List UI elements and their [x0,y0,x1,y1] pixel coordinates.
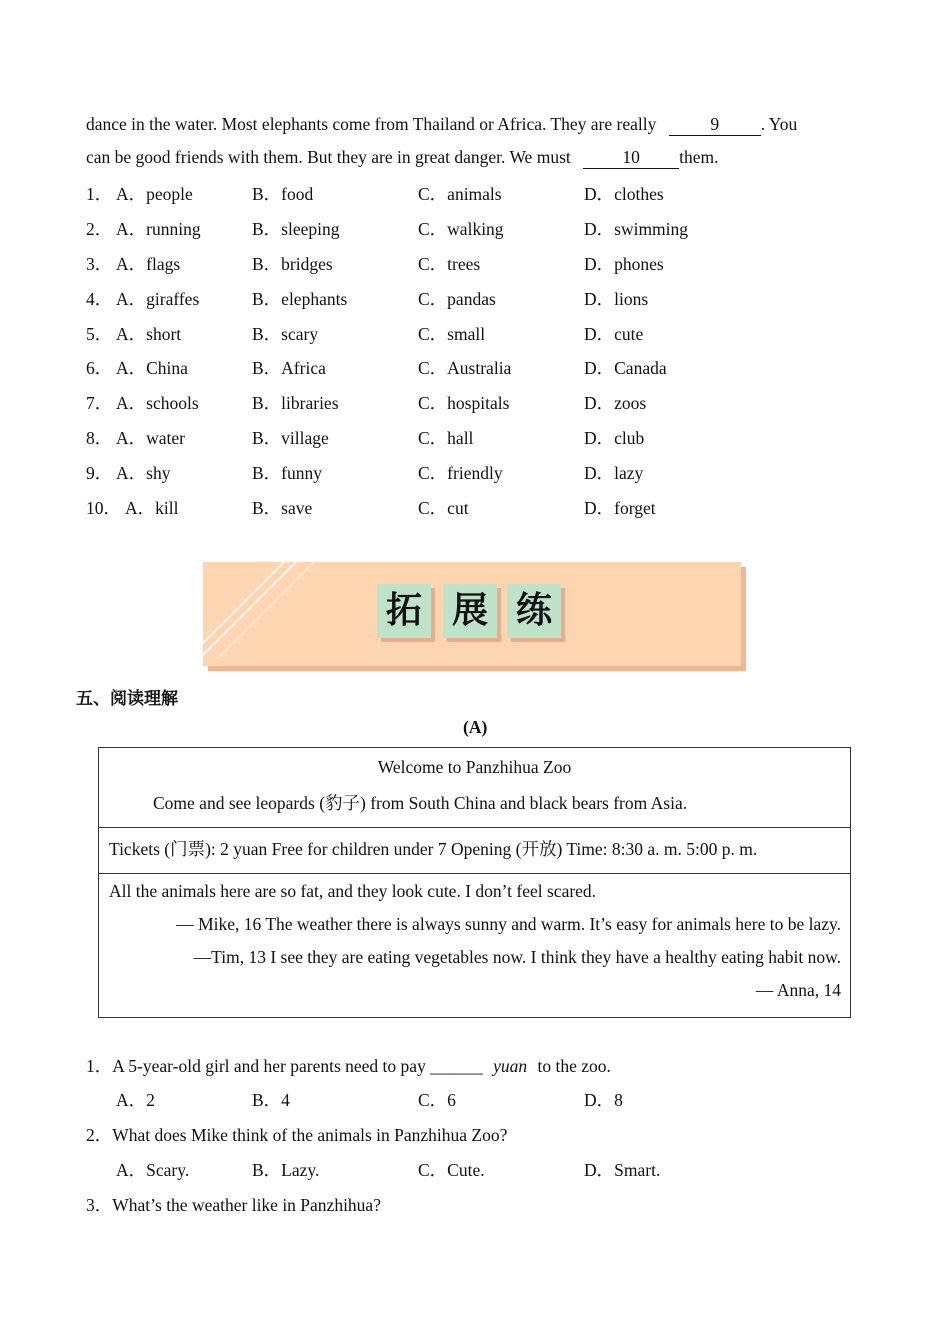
option-b: B．sleeping [252,219,340,239]
option-a: A．kill [125,498,179,518]
divider [99,827,850,828]
banner-char: 练 [507,584,561,638]
question-italic: yuan [493,1056,528,1076]
option-b: B．libraries [252,393,339,413]
option-d: D．Smart. [584,1160,661,1180]
option-a: A．people [116,184,193,204]
question-text: What’s the weather like in Panzhihua? [112,1195,381,1215]
question-text-after: to the zoo. [537,1056,611,1076]
option-a: A．schools [116,393,199,413]
blank-10: 10 [583,147,679,169]
option-a: A．2 [116,1090,155,1110]
option-d: D．zoos [584,393,647,413]
option-a: A．water [116,428,186,448]
comment-line: —Tim, 13 I see they are eating vegetables now. I think they have a healthy eating habit now. [193,947,841,967]
passage-line-1 [86,114,797,136]
option-d: D．forget [584,498,656,518]
option-number: 10． [86,498,121,518]
question-2 [86,1122,507,1147]
option-b: B．Africa [252,358,326,378]
option-number: 2． [86,219,113,239]
zoo-title: Welcome to Panzhihua Zoo [377,757,572,777]
zoo-notice-box [98,747,851,1018]
option-d: D．Canada [584,358,667,378]
option-a: A．running [116,219,201,239]
option-c: C．cut [418,498,469,518]
option-b: B．bridges [252,254,333,274]
option-b: B．funny [252,463,322,483]
question-number: 3． [86,1195,113,1215]
option-d: D．cute [584,324,644,344]
option-c: C．Australia [418,358,512,378]
option-d: D．lazy [584,463,644,483]
option-d: D．8 [584,1090,623,1110]
option-c: C．animals [418,184,502,204]
option-b: B．food [252,184,314,204]
option-b: B．Lazy. [252,1160,320,1180]
comment-line: — Mike, 16 The weather there is always sunny and warm. It’s easy for animals here to be lazy. [176,914,841,934]
option-a: A．China [116,358,188,378]
option-c: C．hospitals [418,393,510,413]
question-3 [86,1192,381,1217]
passage-line-1-after: . You [760,114,798,134]
passage-line-1-text: dance in the water. Most elephants come from Thailand or Africa. They are really [86,114,657,134]
option-number: 6． [86,358,113,378]
banner-stripe [203,562,301,659]
section-heading: 五、阅读理解 [76,689,178,709]
option-a: A．flags [116,254,181,274]
option-number: 7． [86,393,113,413]
option-c: C．trees [418,254,481,274]
option-b: B．village [252,428,329,448]
question-number: 1． [86,1056,113,1076]
option-b: B．4 [252,1090,290,1110]
passage-line-2-after: them. [679,147,719,167]
option-c: C．small [418,324,486,344]
option-number: 9． [86,463,113,483]
option-d: D．clothes [584,184,664,204]
option-d: D．phones [584,254,664,274]
option-a: A．short [116,324,182,344]
question-number: 2． [86,1125,113,1145]
option-c: C．6 [418,1090,456,1110]
divider [99,873,850,874]
passage-line-2 [86,147,719,169]
option-b: B．scary [252,324,319,344]
option-b: B．elephants [252,289,348,309]
banner-char: 拓 [377,584,431,638]
question-1 [86,1053,611,1078]
option-a: A．shy [116,463,171,483]
option-number: 8． [86,428,113,448]
blank-9: 9 [669,114,761,136]
option-c: C．friendly [418,463,503,483]
option-number: 1． [86,184,113,204]
option-number: 3． [86,254,113,274]
option-c: C．Cute. [418,1160,485,1180]
option-d: D．lions [584,289,649,309]
passage-line-2-text: can be good friends with them. But they are in great danger. We must [86,147,571,167]
option-d: D．club [584,428,645,448]
question-text: What does Mike think of the animals in Panzhihua Zoo? [112,1125,508,1145]
option-c: C．walking [418,219,504,239]
extension-practice-banner [203,562,741,666]
option-number: 5． [86,324,113,344]
comment-line: — Anna, 14 [755,980,841,1000]
option-c: C．pandas [418,289,496,309]
option-number: 4． [86,289,113,309]
zoo-intro: Come and see leopards (豹子) from South China and black bears from Asia. [153,793,688,813]
option-c: C．hall [418,428,474,448]
banner-char: 展 [443,584,497,638]
comment-line: All the animals here are so fat, and they look cute. I don’t feel scared. [109,881,597,901]
passage-label: (A) [463,717,488,737]
option-b: B．save [252,498,313,518]
option-a: A．giraffes [116,289,200,309]
question-text: A 5-year-old girl and her parents need to pay ______ [112,1056,483,1076]
zoo-tickets: Tickets (门票): 2 yuan Free for children under 7 Opening (开放) Time: 8:30 a. m. 5:00 p. m. [109,839,758,859]
option-a: A．Scary. [116,1160,190,1180]
option-d: D．swimming [584,219,689,239]
